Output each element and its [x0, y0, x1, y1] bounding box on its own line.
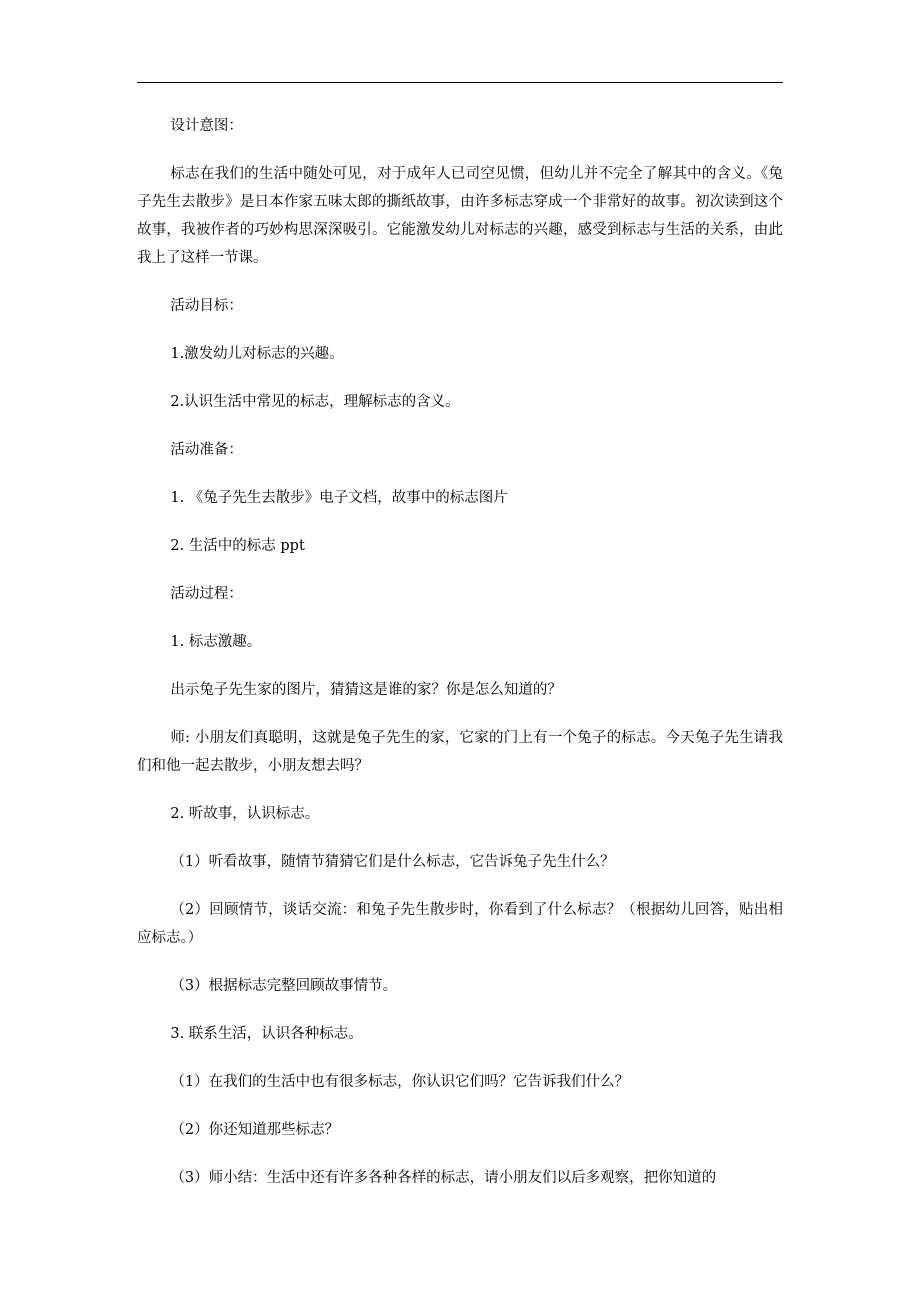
document-body	[137, 112, 783, 1212]
process-step-3-item-1: （1）在我们的生活中也有很多标志，你认识它们吗？它告诉我们什么？	[170, 1074, 630, 1090]
preparation-item-2: 2. 生活中的标志 ppt	[170, 538, 305, 554]
process-step-3: 3. 联系生活，认识各种标志。	[170, 1026, 363, 1042]
heading-design-intent: 设计意图：	[170, 118, 243, 134]
teacher-dialogue: 师: 小朋友们真聪明，这就是兔子先生的家，它家的门上有一个兔子的标志。今天兔子先生请我们和他一起去散步，小朋友想去吗？	[137, 730, 783, 774]
goal-item-2: 2.认识生活中常见的标志，理解标志的含义。	[170, 394, 460, 410]
header-rule	[137, 82, 783, 83]
heading-activity-process: 活动过程：	[170, 586, 243, 602]
process-step-3-item-3: （3）师小结：生活中还有许多各种各样的标志，请小朋友们以后多观察，把你知道的	[170, 1170, 717, 1186]
preparation-item-1: 1. 《兔子先生去散步》电子文档，故事中的标志图片	[170, 490, 508, 506]
process-step-2-item-2: （2）回顾情节，谈话交流：和兔子先生散步时，你看到了什么标志？（根据幼儿回答，贴出相应标志。）	[137, 902, 783, 946]
process-step-3-item-2: （2）你还知道那些标志？	[170, 1122, 340, 1138]
process-step-2-item-1: （1）听看故事，随情节猜猜它们是什么标志，它告诉兔子先生什么？	[170, 854, 615, 870]
process-step-1-text: 出示兔子先生家的图片，猜猜这是谁的家？你是怎么知道的？	[170, 682, 562, 698]
process-step-1: 1. 标志激趣。	[170, 634, 262, 650]
heading-activity-preparation: 活动准备：	[170, 442, 243, 458]
heading-activity-goals: 活动目标：	[170, 298, 243, 314]
process-step-2: 2. 听故事，认识标志。	[170, 806, 320, 822]
paragraph-design-intent: 标志在我们的生活中随处可见，对于成年人已司空见惯，但幼儿并不完全了解其中的含义。《兔子先生去散步》是日本作家五味太郎的撕纸故事，由许多标志穿成一个非常好的故事。初次读到这个故事，我被作者的巧妙构思深深吸引。它能激发幼儿对标志的兴趣，感受到标志与生活的关系，由此我上了这样一节课。	[137, 166, 783, 266]
process-step-2-item-3: （3）根据标志完整回顾故事情节。	[170, 978, 398, 994]
goal-item-1: 1.激发幼儿对标志的兴趣。	[170, 346, 344, 362]
